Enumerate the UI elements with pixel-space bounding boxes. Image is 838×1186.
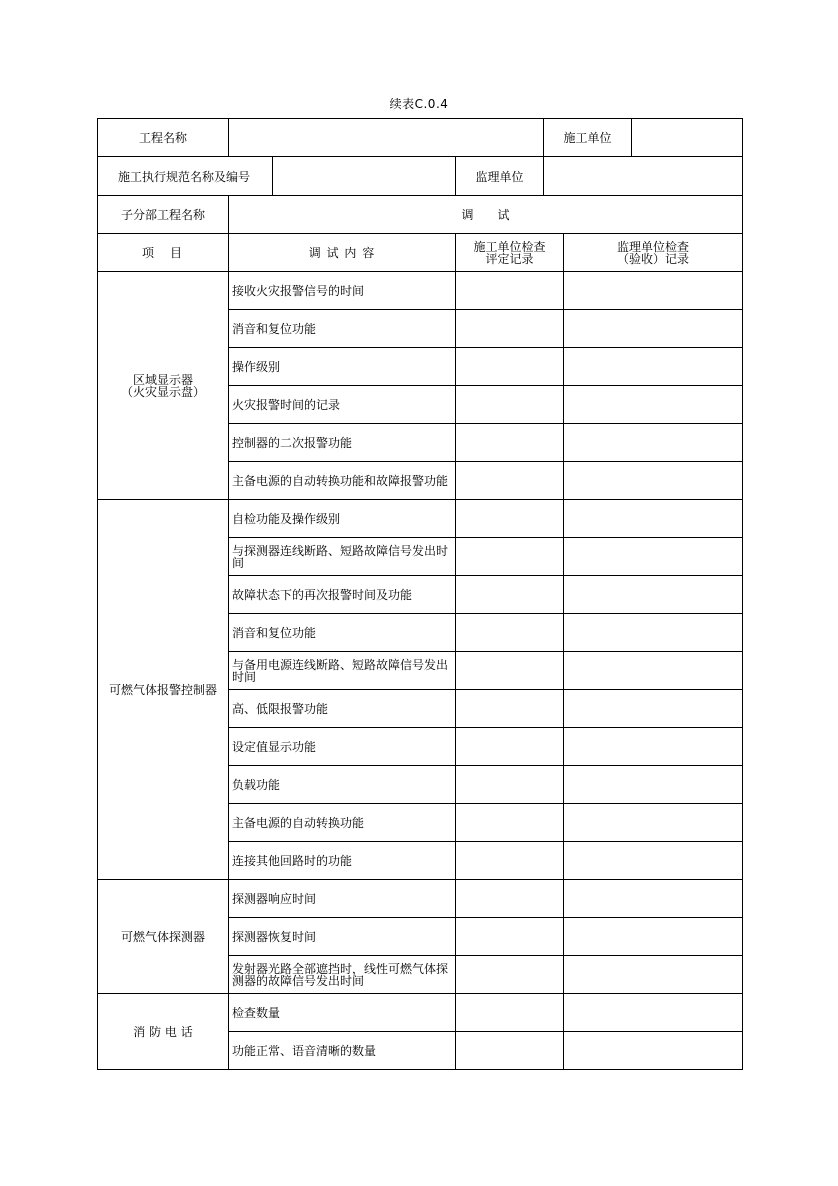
test-content-cell: 检查数量 xyxy=(229,994,456,1032)
construction-check-cell[interactable] xyxy=(456,614,564,652)
construction-check-cell[interactable] xyxy=(456,918,564,956)
test-content-cell: 火灾报警时间的记录 xyxy=(229,386,456,424)
supervision-check-cell[interactable] xyxy=(564,804,743,842)
document-title: 续表C.0.4 xyxy=(389,97,449,111)
construction-unit-cell xyxy=(544,119,743,157)
construction-check-cell[interactable] xyxy=(456,500,564,538)
table-row xyxy=(98,500,743,538)
test-content-cell: 操作级别 xyxy=(229,348,456,386)
construction-unit-label: 施工单位 xyxy=(544,119,632,156)
construction-check-cell[interactable] xyxy=(456,272,564,310)
test-content-cell: 主备电源的自动转换功能 xyxy=(229,804,456,842)
supervision-check-cell[interactable] xyxy=(564,310,743,348)
supervision-check-cell[interactable] xyxy=(564,424,743,462)
test-content-cell: 消音和复位功能 xyxy=(229,310,456,348)
test-content-cell: 发射器光路全部遮挡时，线性可燃气体探测器的故障信号发出时间 xyxy=(229,956,456,994)
supervision-check-cell[interactable] xyxy=(564,728,743,766)
test-content-cell: 主备电源的自动转换功能和故障报警功能 xyxy=(229,462,456,500)
header-row-subproject xyxy=(98,196,743,234)
supervision-check-cell[interactable] xyxy=(564,994,743,1032)
supervision-unit-field[interactable] xyxy=(544,157,743,196)
construction-check-cell[interactable] xyxy=(456,1032,564,1070)
spec-field[interactable] xyxy=(273,157,455,195)
project-name-field[interactable] xyxy=(229,119,544,157)
construction-check-cell[interactable] xyxy=(456,728,564,766)
column-header-supervision-check: 监理单位检查 （验收）记录 xyxy=(564,234,743,272)
construction-check-cell[interactable] xyxy=(456,310,564,348)
supervision-check-cell[interactable] xyxy=(564,348,743,386)
column-header-item: 项 目 xyxy=(98,234,229,272)
table-row xyxy=(98,994,743,1032)
project-name-label: 工程名称 xyxy=(98,119,229,157)
test-content-cell: 故障状态下的再次报警时间及功能 xyxy=(229,576,456,614)
construction-check-cell[interactable] xyxy=(456,576,564,614)
test-content-cell: 探测器恢复时间 xyxy=(229,918,456,956)
supervision-check-cell[interactable] xyxy=(564,272,743,310)
sub-project-label: 子分部工程名称 xyxy=(98,196,229,234)
construction-check-cell[interactable] xyxy=(456,386,564,424)
supervision-check-cell[interactable] xyxy=(564,576,743,614)
test-content-cell: 与备用电源连线断路、短路故障信号发出时间 xyxy=(229,652,456,690)
header-row-project xyxy=(98,119,743,157)
inspection-form-table xyxy=(97,118,743,1070)
supervision-unit-label: 监理单位 xyxy=(455,157,543,195)
construction-check-cell[interactable] xyxy=(456,348,564,386)
construction-check-cell[interactable] xyxy=(456,766,564,804)
construction-check-cell[interactable] xyxy=(456,842,564,880)
test-content-cell: 消音和复位功能 xyxy=(229,614,456,652)
test-content-cell: 设定值显示功能 xyxy=(229,728,456,766)
supervision-check-cell[interactable] xyxy=(564,614,743,652)
table-row xyxy=(98,272,743,310)
group-label: 可燃气体探测器 xyxy=(98,880,229,994)
supervision-check-cell[interactable] xyxy=(564,766,743,804)
construction-check-cell[interactable] xyxy=(456,956,564,994)
table-row xyxy=(98,880,743,918)
supervision-check-cell[interactable] xyxy=(564,1032,743,1070)
construction-check-cell[interactable] xyxy=(456,538,564,576)
test-content-cell: 接收火灾报警信号的时间 xyxy=(229,272,456,310)
test-content-cell: 功能正常、语音清晰的数量 xyxy=(229,1032,456,1070)
construction-check-cell[interactable] xyxy=(456,462,564,500)
header-row-spec xyxy=(98,157,743,196)
spec-label: 施工执行规范名称及编号 xyxy=(98,157,273,196)
column-header-construction-check: 施工单位检查 评定记录 xyxy=(456,234,564,272)
group-label: 区域显示器 （火灾显示盘） xyxy=(98,272,229,500)
group-label: 消 防 电 话 xyxy=(98,994,229,1070)
test-content-cell: 控制器的二次报警功能 xyxy=(229,424,456,462)
construction-check-cell[interactable] xyxy=(456,690,564,728)
group-label: 可燃气体报警控制器 xyxy=(98,500,229,880)
supervision-check-cell[interactable] xyxy=(564,538,743,576)
column-header-content: 调 试 内 容 xyxy=(229,234,456,272)
construction-unit-field[interactable] xyxy=(632,119,742,156)
supervision-check-cell[interactable] xyxy=(564,462,743,500)
construction-check-cell[interactable] xyxy=(456,880,564,918)
supervision-check-cell[interactable] xyxy=(564,500,743,538)
supervision-check-cell[interactable] xyxy=(564,918,743,956)
supervision-check-cell[interactable] xyxy=(564,956,743,994)
construction-check-cell[interactable] xyxy=(456,424,564,462)
sub-project-value: 调 试 xyxy=(229,196,743,234)
supervision-check-cell[interactable] xyxy=(564,880,743,918)
test-content-cell: 连接其他回路时的功能 xyxy=(229,842,456,880)
supervision-check-cell[interactable] xyxy=(564,652,743,690)
supervision-check-cell[interactable] xyxy=(564,842,743,880)
test-content-cell: 探测器响应时间 xyxy=(229,880,456,918)
construction-check-cell[interactable] xyxy=(456,804,564,842)
test-content-cell: 负载功能 xyxy=(229,766,456,804)
test-content-cell: 与探测器连线断路、短路故障信号发出时间 xyxy=(229,538,456,576)
supervision-check-cell[interactable] xyxy=(564,386,743,424)
spec-field-cell xyxy=(273,157,544,196)
column-header-row xyxy=(98,234,743,272)
construction-check-cell[interactable] xyxy=(456,652,564,690)
supervision-check-cell[interactable] xyxy=(564,690,743,728)
construction-check-cell[interactable] xyxy=(456,994,564,1032)
test-content-cell: 自检功能及操作级别 xyxy=(229,500,456,538)
test-content-cell: 高、低限报警功能 xyxy=(229,690,456,728)
